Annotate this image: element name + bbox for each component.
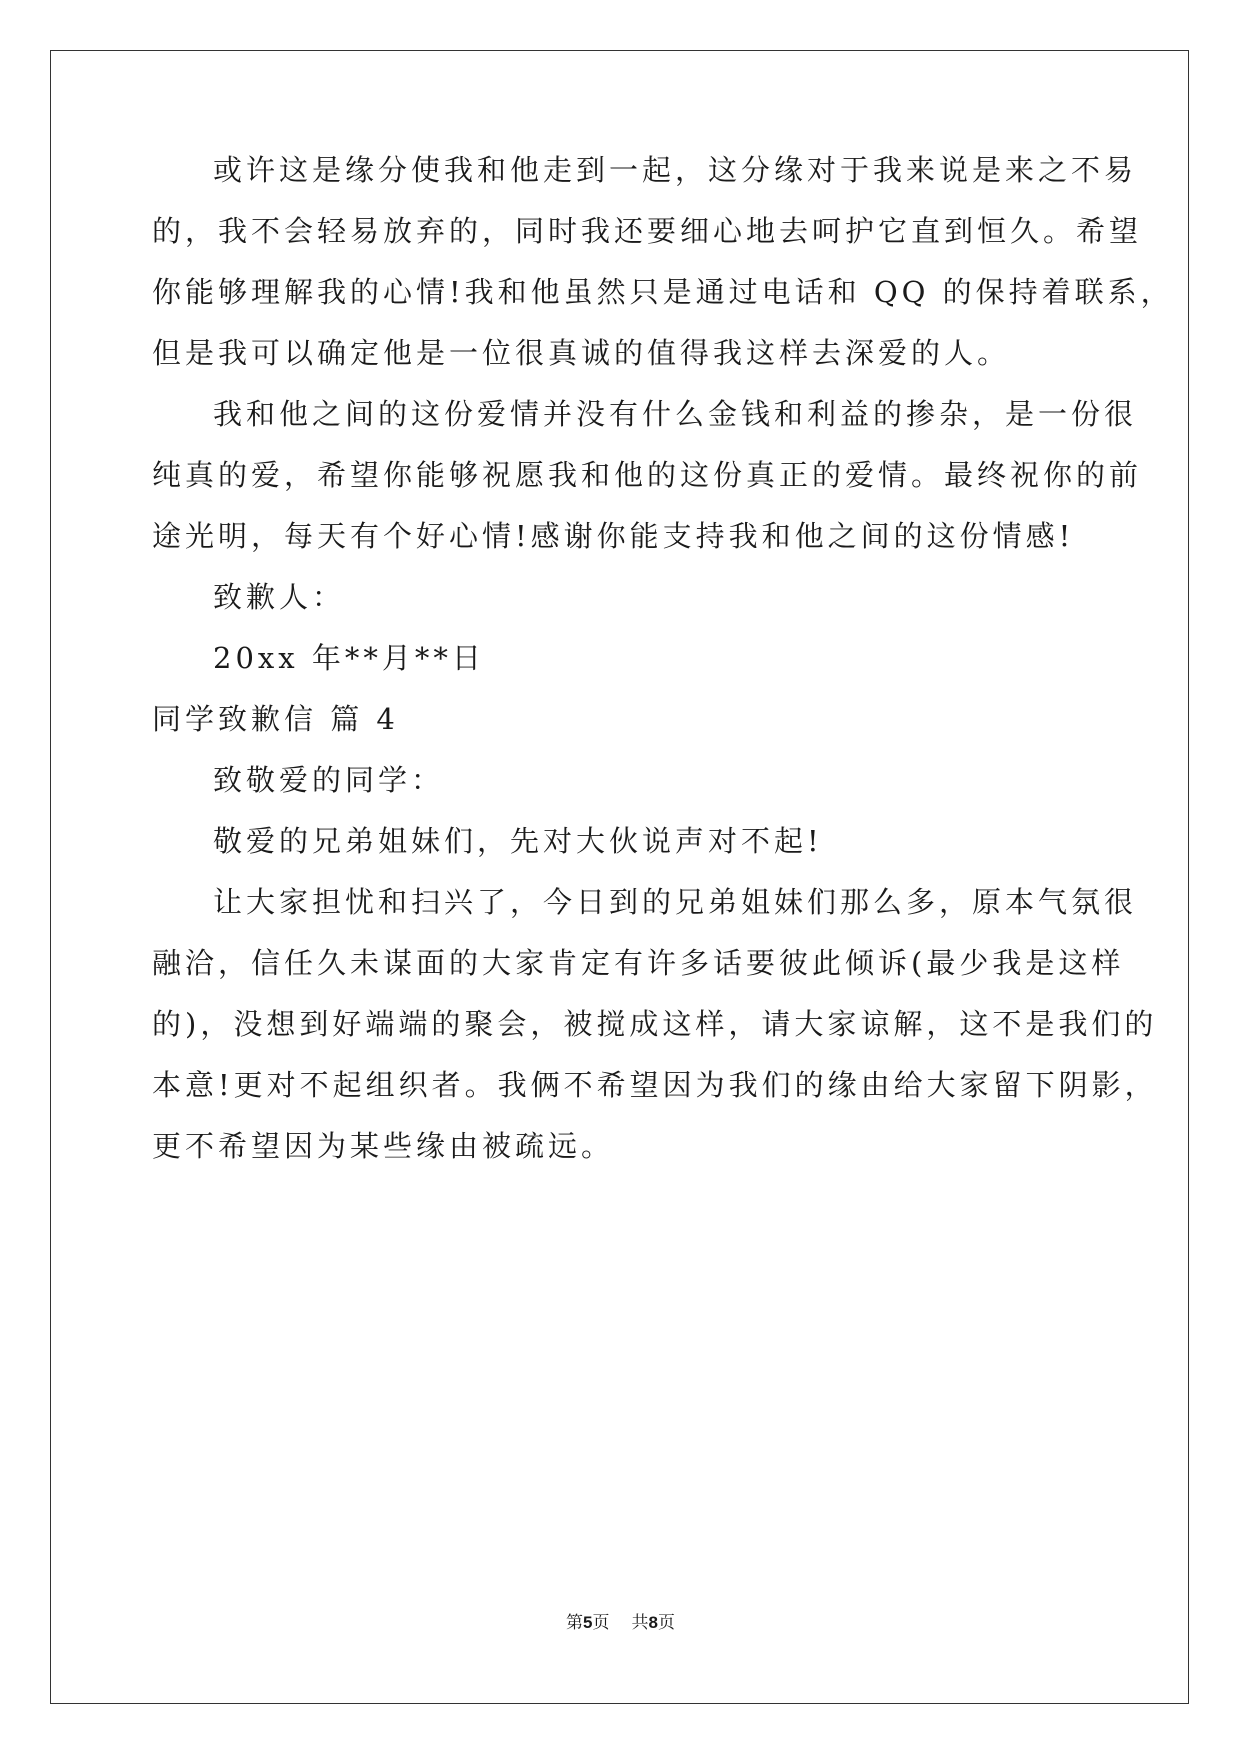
total-page-number: 8 <box>648 1613 658 1632</box>
page-footer <box>0 1612 1241 1634</box>
signature-label: 致歉人： <box>213 580 346 614</box>
total-prefix: 共 <box>631 1613 649 1633</box>
paragraph-line: 途光明，每天有个好心情!感谢你能支持我和他之间的这份情感! <box>152 519 1075 553</box>
paragraph-line: 融洽，信任久未谋面的大家肯定有许多话要彼此倾诉(最少我是这样 <box>152 946 1125 980</box>
date-line: 20xx 年**月**日 <box>213 641 485 675</box>
paragraph-line: 的)，没想到好端端的聚会，被搅成这样，请大家谅解，这不是我们的 <box>152 1007 1158 1041</box>
page-prefix: 第 <box>566 1613 584 1633</box>
paragraph-line: 纯真的爱，希望你能够祝愿我和他的这份真正的爱情。最终祝你的前 <box>152 458 1143 492</box>
paragraph-line: 或许这是缘分使我和他走到一起，这分缘对于我来说是来之不易 <box>213 153 1138 187</box>
paragraph-line: 但是我可以确定他是一位很真诚的值得我这样去深爱的人。 <box>152 336 1011 370</box>
paragraph-line: 更不希望因为某些缘由被疏远。 <box>152 1129 615 1163</box>
current-page-number: 5 <box>583 1613 593 1632</box>
paragraph-line: 我和他之间的这份爱情并没有什么金钱和利益的掺杂，是一份很 <box>213 397 1138 431</box>
paragraph-line: 敬爱的兄弟姐妹们，先对大伙说声对不起! <box>213 824 823 858</box>
paragraph-line: 让大家担忧和扫兴了，今日到的兄弟姐妹们那么多，原本气氛很 <box>213 885 1138 919</box>
paragraph-line: 本意!更对不起组织者。我俩不希望因为我们的缘由给大家留下阴影， <box>152 1068 1158 1102</box>
salutation: 致敬爱的同学： <box>213 763 445 797</box>
page-suffix: 页 <box>592 1613 610 1633</box>
total-suffix: 页 <box>657 1613 675 1633</box>
paragraph-line: 的，我不会轻易放弃的，同时我还要细心地去呵护它直到恒久。希望 <box>152 214 1143 248</box>
paragraph-line: 你能够理解我的心情!我和他虽然只是通过电话和 QQ 的保持着联系， <box>152 275 1174 309</box>
section-heading: 同学致歉信 篇 4 <box>152 702 399 736</box>
